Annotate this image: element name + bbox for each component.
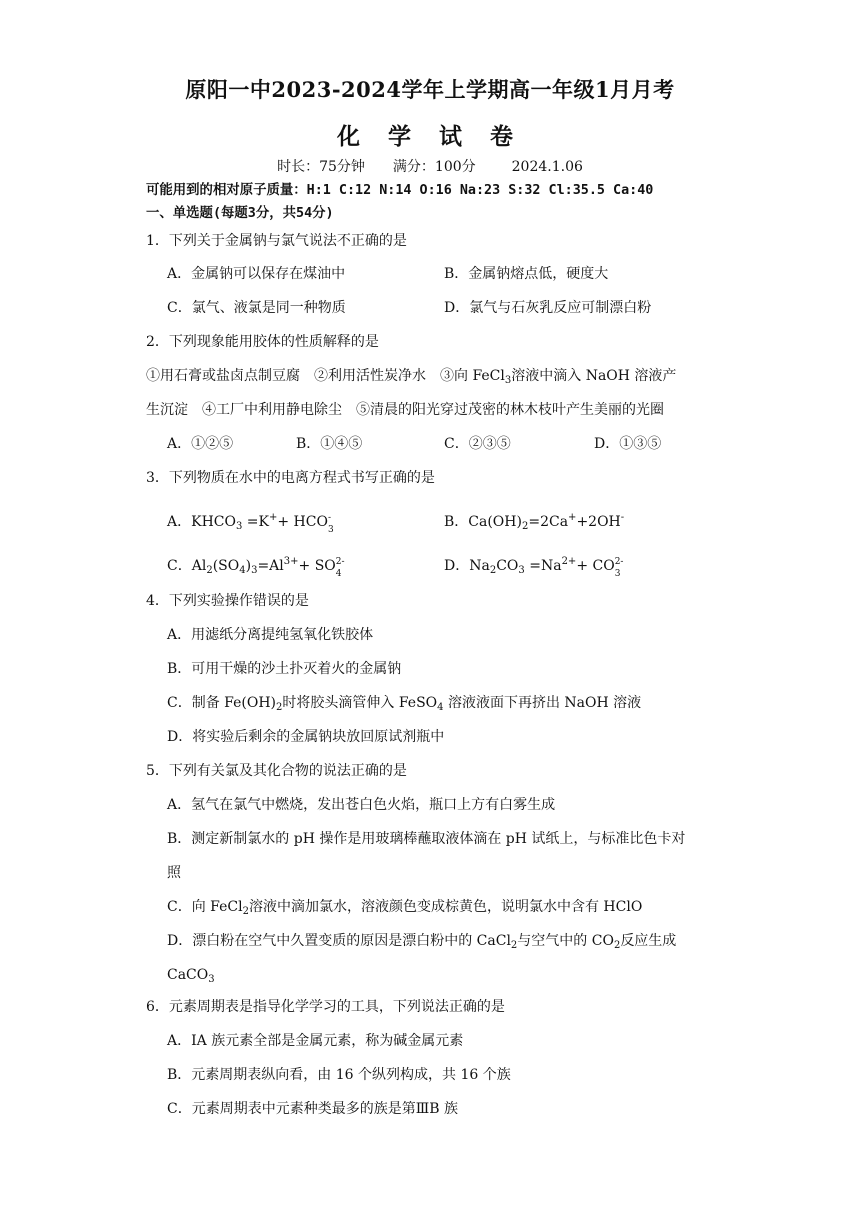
- q5-option-b-cont: 照: [167, 865, 181, 881]
- q3-option-c: C．$Al_2(SO_4)_3=Al^{3+}+$ SO 2- 4: [167, 556, 345, 579]
- q5-option-b: B．测定新制氯水的 pH 操作是用玻璃棒蘸取液体滴在 pH 试纸上，与标准比色卡对: [167, 831, 686, 847]
- q6-option-c: C．元素周期表中元素种类最多的族是第ⅢB 族: [167, 1101, 458, 1117]
- full-score: 满分：100分: [392, 159, 476, 175]
- q5-option-a: A．氢气在氯气中燃烧，发出苍白色火焰，瓶口上方有白雾生成: [167, 797, 556, 813]
- question-2-stem: 2．下列现象能用胶体的性质解释的是: [146, 334, 379, 350]
- question-5-stem: 5．下列有关氯及其化合物的说法正确的是: [146, 763, 407, 779]
- q6-option-b: B．元素周期表纵向看，由 16 个纵列构成，共 16 个族: [167, 1067, 511, 1083]
- q3-option-d: D．$Na_2CO_3 =Na^{2+}+$ CO 2- 3: [444, 556, 624, 579]
- q4-option-d: D．将实验后剩余的金属钠块放回原试剂瓶中: [167, 729, 445, 745]
- subject-title: 化 学 试 卷: [336, 123, 524, 150]
- q3-option-b: B．$Ca(OH)_2=2Ca^++2OH^-$: [444, 512, 625, 532]
- q5-option-d: D．漂白粉在空气中久置变质的原因是漂白粉中的 CaCl$_2$与空气中的 $CO_2$反应生成: [167, 933, 677, 951]
- q6-option-a: A．IA 族元素全部是金属元素，称为碱金属元素: [167, 1033, 464, 1049]
- q2-option-b: B．①④⑤: [296, 436, 363, 452]
- exam-date: 2024.1.06: [511, 159, 583, 175]
- q5-option-c: C．向 FeCl$_2$溶液中滴加氯水，溶液颜色变成棕黄色，说明氯水中含有 HClO: [167, 899, 643, 917]
- atomic-masses: 可能用到的相对原子质量：H:1 C:12 N:14 O:16 Na:23 S:32 Cl:35.5 Ca:40: [146, 183, 654, 198]
- q4-option-b: B．可用干燥的沙土扑灭着火的金属钠: [167, 661, 402, 677]
- exam-meta: [0, 157, 860, 177]
- q3-option-a: A．$KHCO_3 =K^++$ HCO - 3: [167, 512, 334, 535]
- question-3-stem: 3．下列物质在水中的电离方程式书写正确的是: [146, 470, 435, 486]
- q1-option-c: C．氯气、液氯是同一种物质: [167, 300, 346, 316]
- duration: 时长：75分钟: [277, 159, 365, 175]
- section-heading: 一、单选题(每题3分，共54分): [146, 206, 334, 221]
- q1-option-d: D．氯气与石灰乳反应可制漂白粉: [444, 300, 652, 316]
- q5-option-d-cont: CaCO$_3$: [167, 967, 215, 985]
- q2-option-c: C．②③⑤: [444, 436, 511, 452]
- question-6-stem: 6．元素周期表是指导化学学习的工具，下列说法正确的是: [146, 999, 505, 1015]
- q2-phenomena-line-2: 生沉淀 ④工厂中利用静电除尘 ⑤清晨的阳光穿过茂密的林木枝叶产生美丽的光圈: [146, 402, 664, 418]
- q2-option-a: A．①②⑤: [167, 436, 234, 452]
- q2-option-d: D．①③⑤: [594, 436, 662, 452]
- q1-option-b: B．金属钠熔点低，硬度大: [444, 266, 609, 282]
- q4-option-a: A．用滤纸分离提纯氢氧化铁胶体: [167, 627, 374, 643]
- q1-option-a: A．金属钠可以保存在煤油中: [167, 266, 346, 282]
- exam-title: 原阳一中2023-2024学年上学期高一年级1月月考: [185, 77, 675, 102]
- question-1-stem: 1．下列关于金属钠与氯气说法不正确的是: [146, 233, 407, 249]
- question-4-stem: 4．下列实验操作错误的是: [146, 593, 309, 609]
- q2-phenomena-line-1: ①用石膏或盐卤点制豆腐 ②利用活性炭净水 ③向 FeCl$_3$溶液中滴入 NaOH 溶液产: [146, 368, 677, 386]
- q4-option-c: C．制备 $Fe(OH)_2$时将胶头滴管伸入 FeSO$_4$ 溶液液面下再挤出 NaOH 溶液: [167, 695, 642, 713]
